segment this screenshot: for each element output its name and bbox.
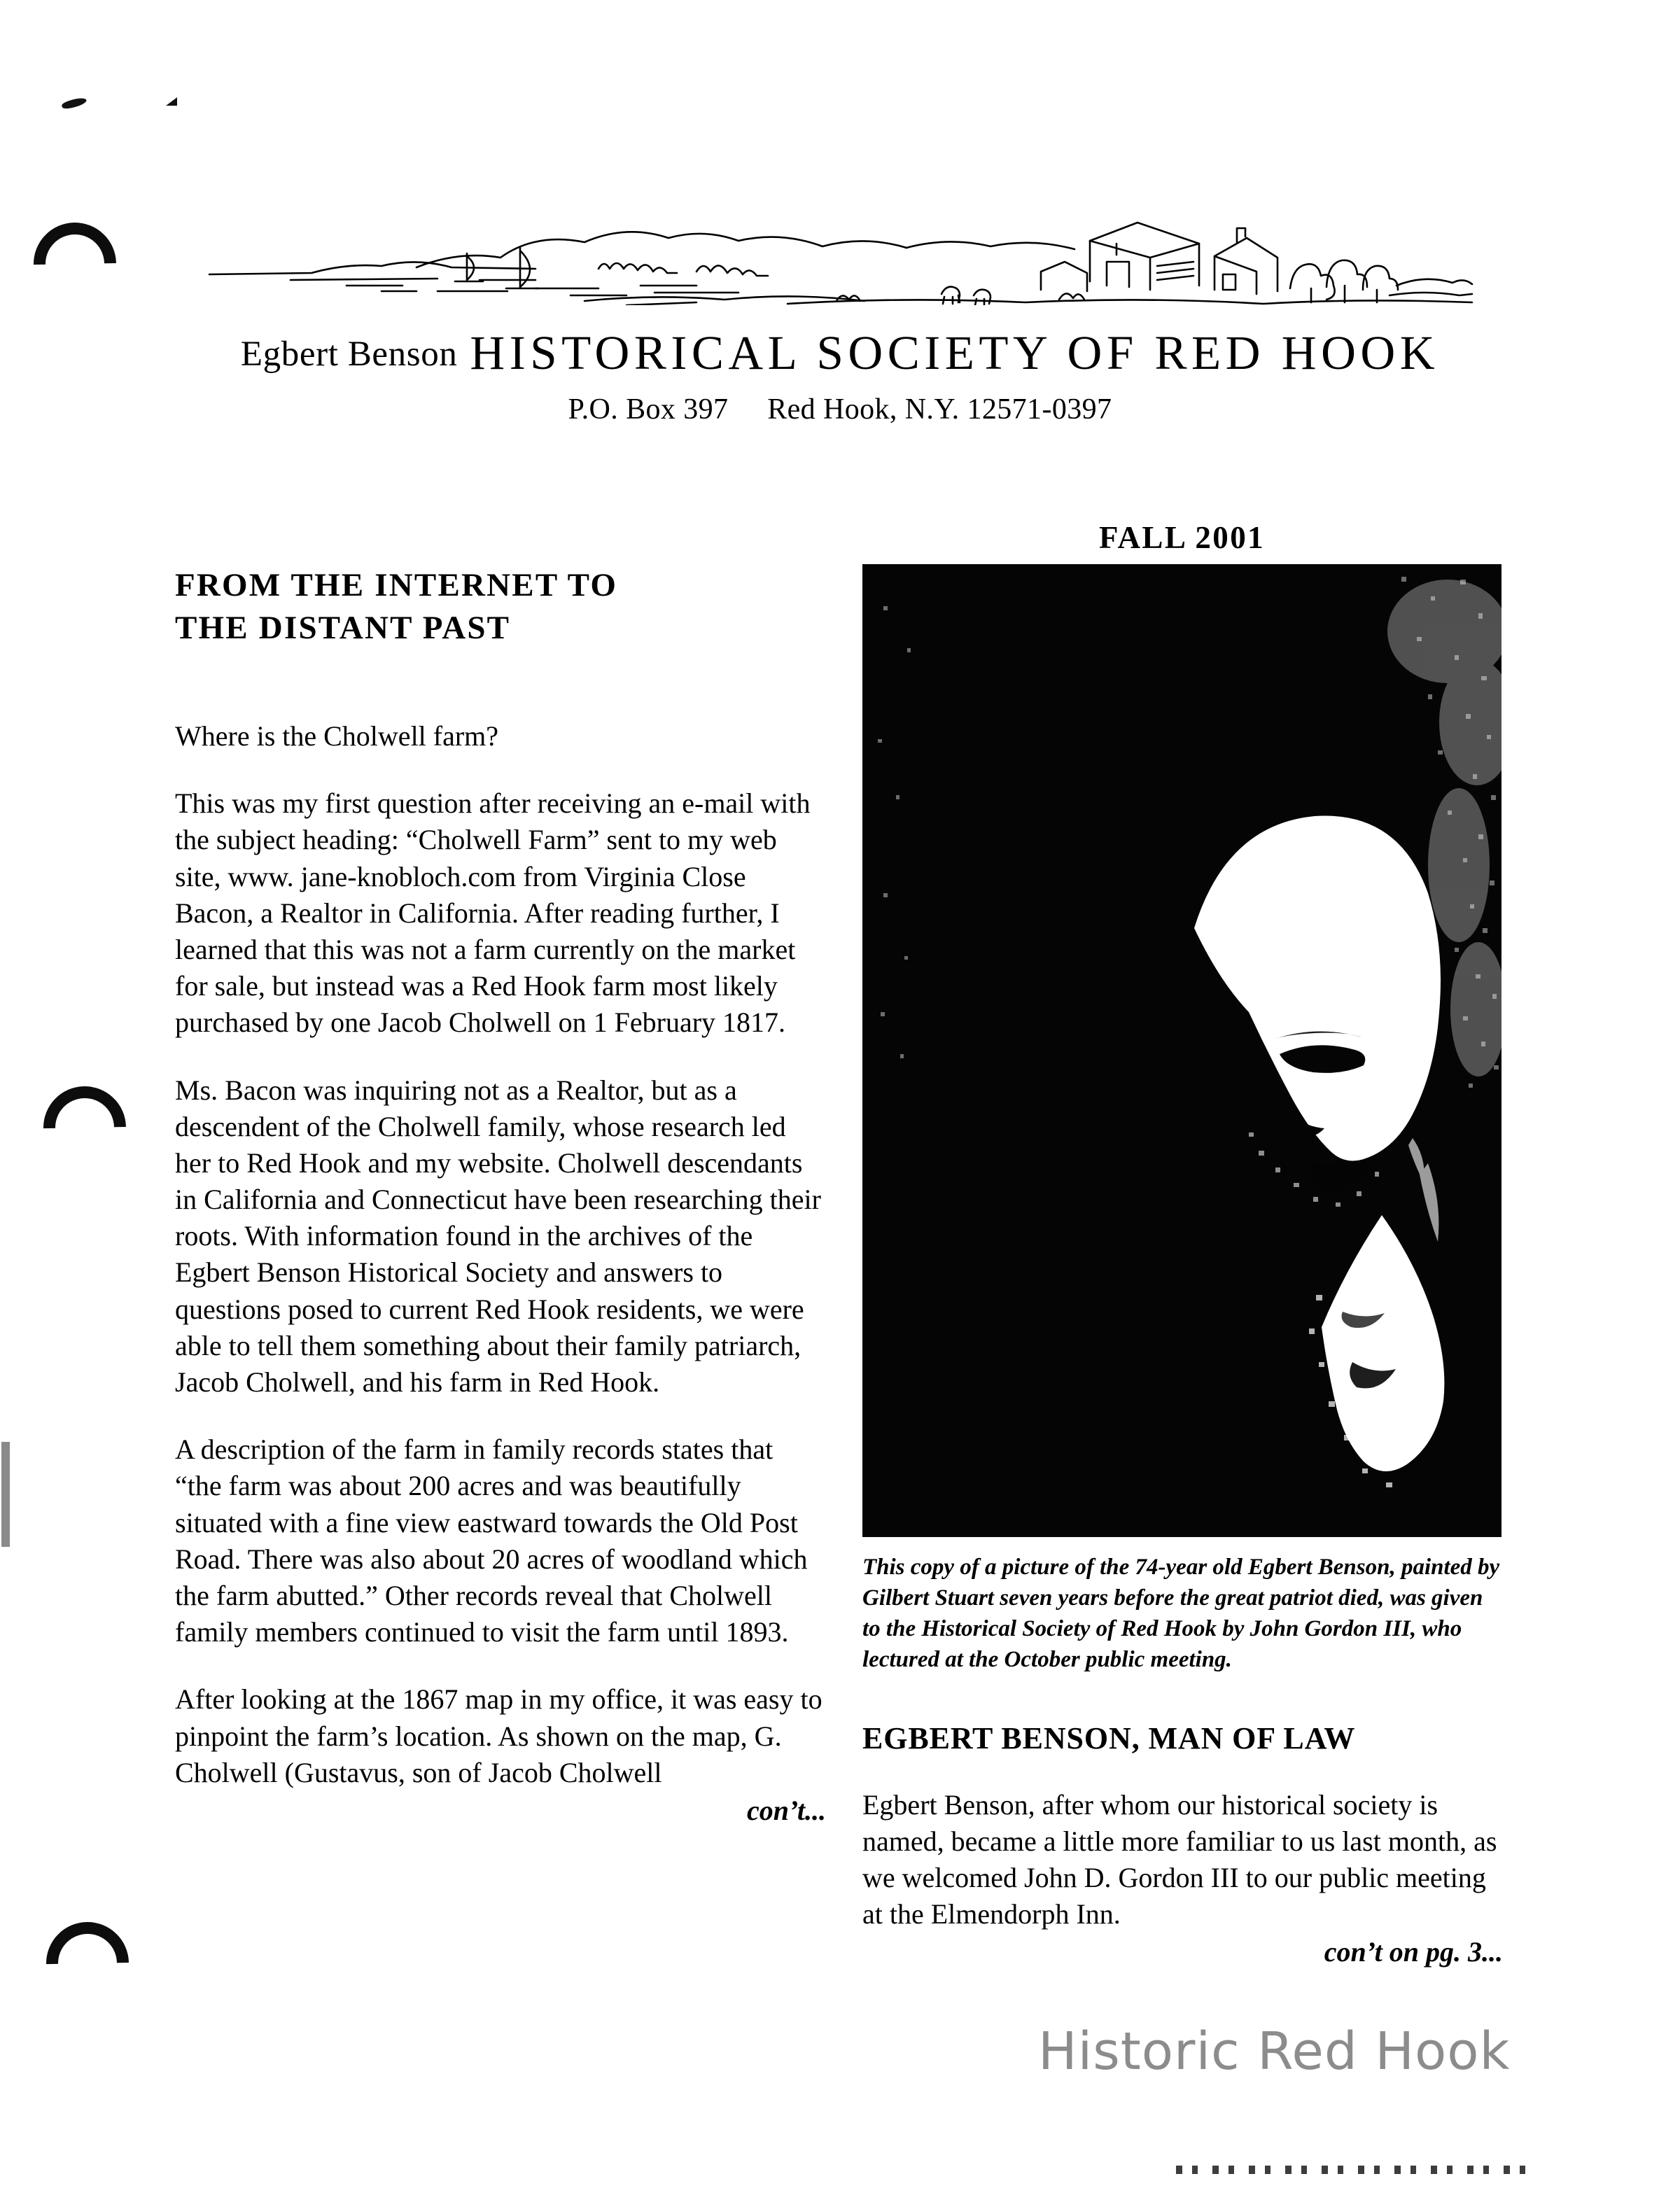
- city-state-zip: Red Hook, N.Y. 12571-0397: [767, 393, 1112, 426]
- mailing-address: [0, 393, 1680, 426]
- hudson-valley-landscape-engraving-icon: [206, 207, 1474, 305]
- society-name-main: HISTORICAL SOCIETY OF RED HOOK: [470, 326, 1440, 379]
- binder-ring-shadow: [29, 1905, 146, 2022]
- article-paragraph: After looking at the 1867 map in my office, it was easy to pinpoint the farm’s location. As shown on the map, G. Cholwell (Gustavus, son of Jacob Cholwell: [175, 1683, 822, 1788]
- binder-ring-shadow: [27, 1070, 144, 1186]
- article-deck: Where is the Cholwell farm?: [175, 720, 499, 752]
- archive-watermark: Historic Red Hook: [1038, 2021, 1511, 2082]
- scan-artifact-speck: [61, 96, 88, 110]
- society-name: [0, 326, 1680, 379]
- po-box: P.O. Box 397: [568, 393, 729, 426]
- secondary-headline: EGBERT BENSON, MAN OF LAW: [862, 1720, 1356, 1755]
- article-headline: [175, 564, 826, 650]
- article-paragraph: Ms. Bacon was inquiring not as a Realtor, but as a descendent of the Cholwell family, whose research led her to Red Hook and my website. Cholwell descendants in California and Connecticut have been researching their roots. With information found in the archives of the Egbert Benson Historical Society and answers to questions posed to current Red Hook residents, we were able to tell them something about their family patriarch, Jacob Cholwell, and his farm in Red Hook.: [175, 1074, 821, 1398]
- scan-artifact-speck: [166, 97, 177, 106]
- society-name-script: Egbert Benson: [240, 335, 458, 374]
- right-column: [862, 564, 1503, 1968]
- portrait-halftone-image: [862, 564, 1502, 1537]
- issue-date: FALL 2001: [1098, 520, 1266, 555]
- scan-bottom-artifact: [1176, 2166, 1540, 2174]
- article-paragraph: Egbert Benson, after whom our historical society is named, became a little more familiar to us last month, as we welcomed John D. Gordon III to our public meeting at the Elmendorph Inn.: [862, 1788, 1497, 1930]
- masthead: [0, 207, 1680, 426]
- scan-edge-shadow: [1, 1442, 10, 1547]
- article-paragraph: This was my first question after receiving an e-mail with the subject heading: “Cholwell Farm” sent to my web site, www. jane-knobloch.com from Virginia Close Bacon, a Realtor in California. After reading further, I learned that this was not a farm currently on the market for sale, but instead was a Red Hook farm most likely purchased by one Jacob Cholwell on 1 February 1817.: [175, 787, 811, 1039]
- continued-marker: con’t...: [747, 1794, 826, 1826]
- left-column: [175, 564, 826, 1827]
- headline-line-1: FROM THE INTERNET TO: [175, 567, 618, 603]
- continued-marker: con’t on pg. 3...: [1324, 1936, 1503, 1968]
- article-paragraph: A description of the farm in family records states that “the farm was about 200 acres and was beautifully situated with a fine view eastward towards the Old Post Road. There was also about 20 acres of woodland which the farm abutted.” Other records reveal that Cholwell family members continued to visit the farm until 1893.: [175, 1433, 808, 1648]
- egbert-benson-portrait-photograph: [862, 564, 1502, 1537]
- headline-line-2: THE DISTANT PAST: [175, 610, 511, 647]
- photo-caption: This copy of a picture of the 74-year old Egbert Benson, painted by Gilbert Stuart seven years before the great patriot died, was given to the Historical Society of Red Hook by John Gordon III, who lectured at the October public meeting.: [862, 1555, 1500, 1672]
